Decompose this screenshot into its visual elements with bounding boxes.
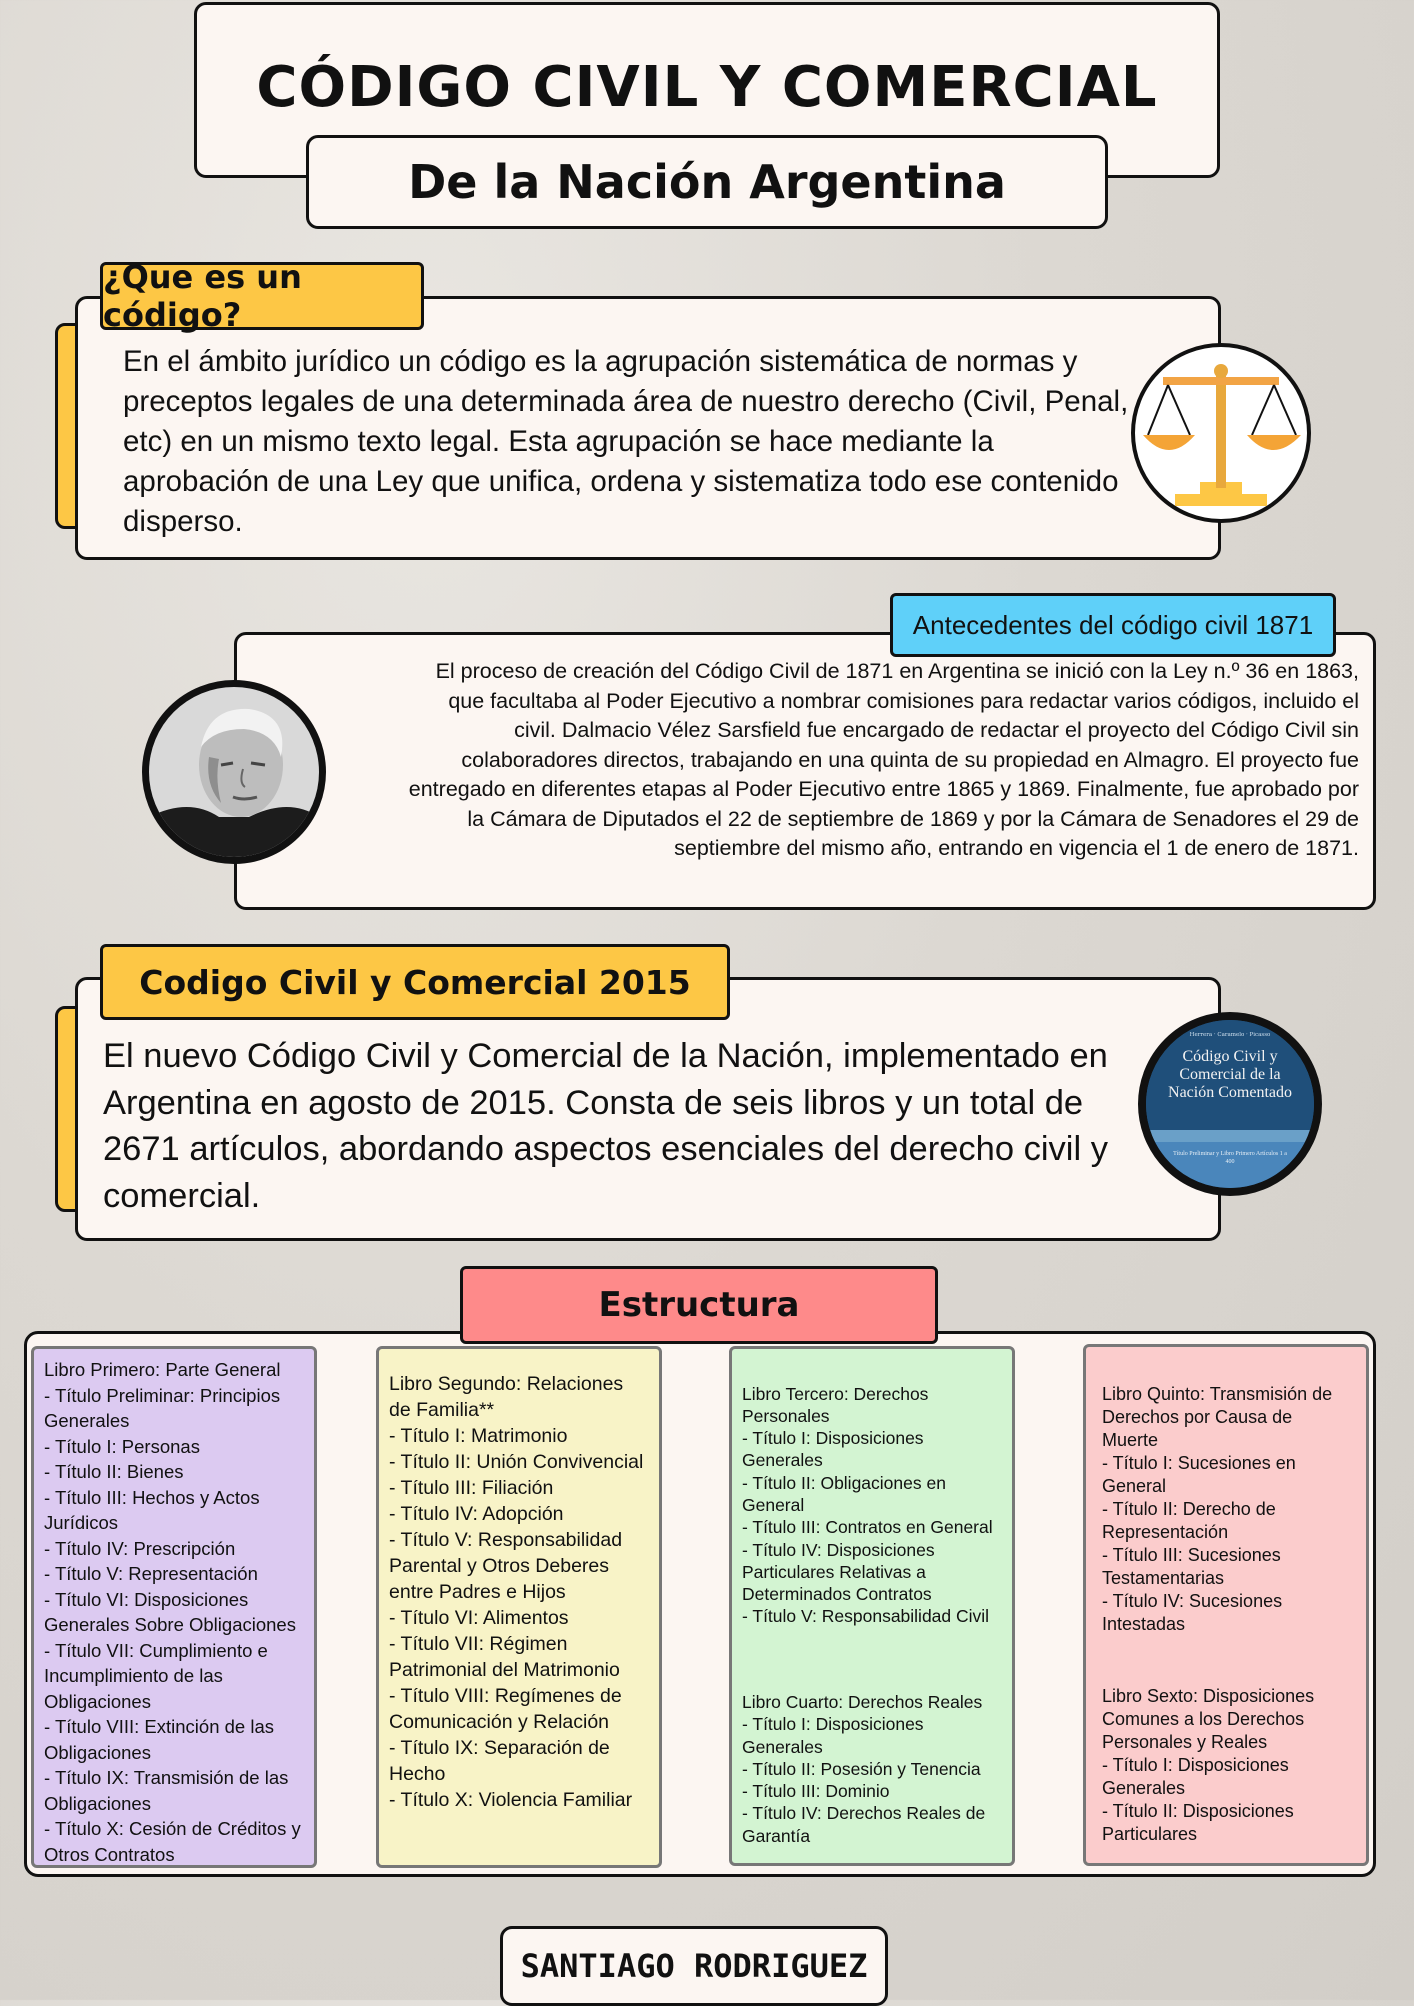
section-codigo-body: En el ámbito jurídico un código es la agrupación sistemática de normas y preceptos legales de una determinada área de nuestro derecho (Civil, Penal, etc) en un mismo texto legal. Esta agrupación se hace mediante la aprobación de una Ley que unifica, ordena y sistematiza todo ese contenido disperso. [123, 345, 1129, 538]
book-cover-top-text: Herrera · Caramelo · Picasso [1189, 1032, 1271, 1038]
libro-segundo-box: Libro Segundo: Relaciones de Familia** - Título I: Matrimonio - Título II: Unión Convivencial - Título III: Filiación - Título IV: Adopción - Título V: Responsabilidad Parental y Otros Deberes entre Padres e Hijos - Título VI: Alimentos - Título VII: Régimen Patrimonial del Matrimonio - Título VIII: Regímenes de Comunicación y Relación - Título IX: Separación de Hecho - Título X: Violencia Familiar [376, 1346, 662, 1868]
book-cover-image [1138, 1012, 1322, 1196]
subtitle-box [306, 135, 1108, 229]
libro-sexto-text: Libro Sexto: Disposiciones Comunes a los Derechos Personales y Reales - Título I: Disposiciones Generales - Título II: Disposiciones Particulares [1102, 1686, 1315, 1844]
section-antecedentes-heading: Antecedentes del código civil 1871 [890, 593, 1336, 657]
author-name: SANTIAGO RODRIGUEZ [520, 1947, 868, 1985]
libro-quinto-sexto-box [1083, 1344, 1369, 1866]
velez-sarsfield-portrait [142, 680, 326, 864]
libro-cuarto-text: Libro Cuarto: Derechos Reales - Título I: Disposiciones Generales - Título II: Posesión y Tenencia - Título III: Dominio - Título IV: Derechos Reales de Garantía [742, 1692, 986, 1846]
section-antecedentes-body: El proceso de creación del Código Civil de 1871 en Argentina se inició con la Ley n.º 36 en 1863, que facultaba al Poder Ejecutivo a nombrar comisiones para redactar varios códigos, incluido el civil. Dalmacio Vélez Sarsfield fue encargado de redactar el proyecto del Código Civil sin colaboradores directos, trabajando en una quinta de su propiedad en Almagro. El proyecto fue entregado en diferentes etapas al Poder Ejecutivo entre 1865 y 1869. Finalmente, fue aprobado por la Cámara de Diputados el 22 de septiembre de 1869 y por la Cámara de Senadores el 29 de septiembre del mismo año, entrando en vigencia el 1 de enero de 1871. [408, 659, 1359, 860]
page-title: CÓDIGO CIVIL Y COMERCIAL [256, 55, 1158, 120]
section-2015-body: El nuevo Código Civil y Comercial de la Nación, implementado en Argentina en agosto de 2015. Consta de seis libros y un total de 2671 artículos, abordando aspectos esenciales del derecho civil y comercial. [103, 1037, 1108, 1215]
section-2015-heading: Codigo Civil y Comercial 2015 [100, 944, 730, 1020]
libro-primero-box: Libro Primero: Parte General - Título Preliminar: Principios Generales - Título I: Personas - Título II: Bienes - Título III: Hechos y Actos Jurídicos - Título IV: Prescripción - Título V: Representación - Título VI: Disposiciones Generales Sobre Obligaciones - Título VII: Cumplimiento e Incumplimiento de las Obligaciones - Título VIII: Extinción de las Obligaciones - Título IX: Transmisión de las Obligaciones - Título X: Cesión de Créditos y Otros Contratos [31, 1346, 317, 1868]
libro-tercero-text: Libro Tercero: Derechos Personales - Título I: Disposiciones Generales - Título II: Obligaciones en General - Título III: Contratos en General - Título IV: Disposiciones Particulares Relativas a Determinados Contratos - Título V: Responsabilidad Civil [742, 1383, 993, 1627]
libro-quinto-text: Libro Quinto: Transmisión de Derechos por Causa de Muerte - Título I: Sucesiones en General - Título II: Derecho de Representación - Título III: Sucesiones Testamentarias - Título IV: Sucesiones Intestadas [1102, 1383, 1333, 1634]
book-cover-title: Código Civil y Comercial de la Nación Comentado [1168, 1048, 1292, 1101]
scales-of-justice-icon [1131, 343, 1311, 523]
libro-tercero-cuarto-box [729, 1346, 1015, 1866]
estructura-heading: Estructura [460, 1266, 938, 1344]
author-badge [500, 1926, 888, 2006]
page-subtitle: De la Nación Argentina [408, 155, 1006, 209]
section-codigo-heading: ¿Que es un código? [100, 262, 424, 330]
book-cover-bottom-text: Título Preliminar y Libro Primero Artículos 1 a 400 [1173, 1151, 1287, 1165]
